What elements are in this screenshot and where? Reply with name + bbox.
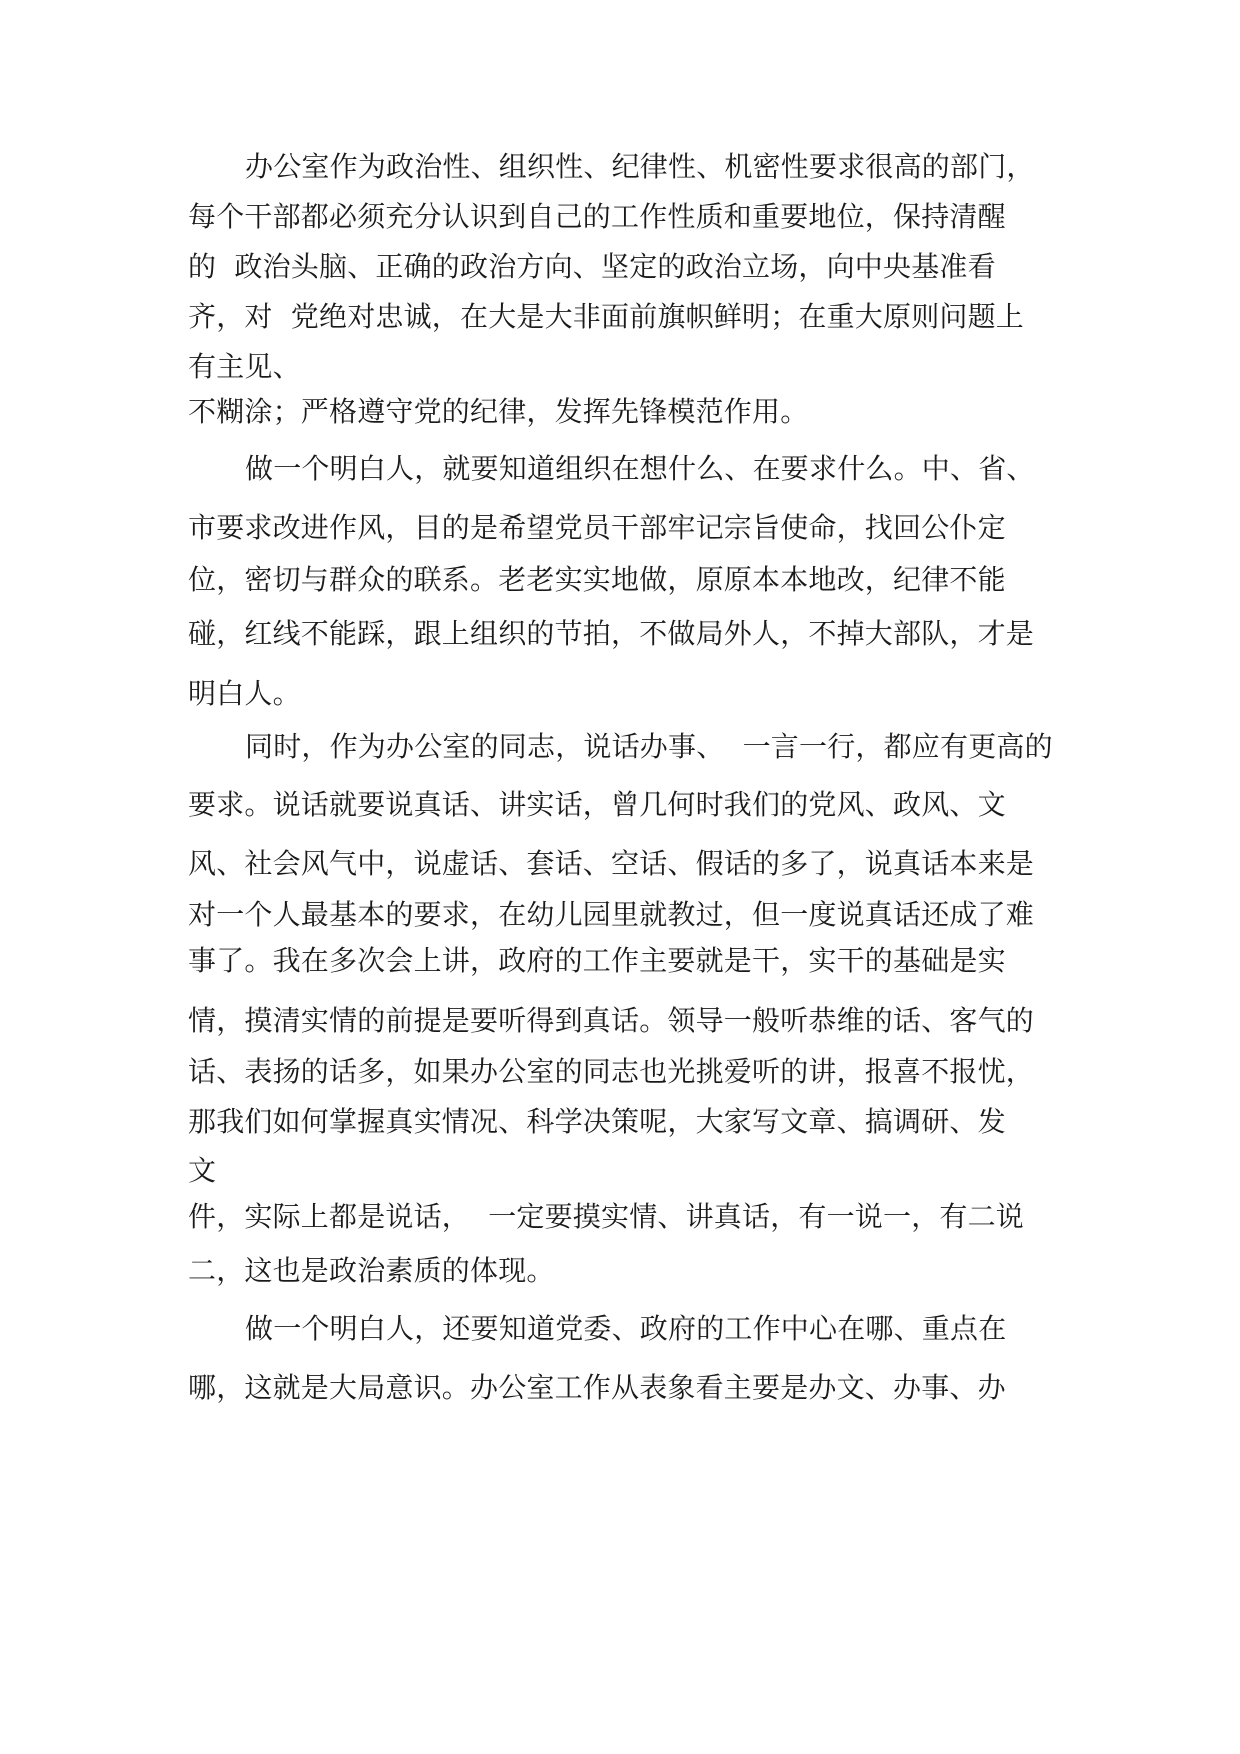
paragraph-1-line-3: 的 政治头脑、正确的政治方向、坚定的政治立场，向中央基准看 [188, 250, 996, 283]
paragraph-3-line-8: 那我们如何掌握真实情况、科学决策呢，大家写文章、搞调研、发 [188, 1105, 1006, 1138]
paragraph-3-line-3: 风、社会风气中，说虚话、套话、空话、假话的多了，说真话本来是 [188, 847, 1035, 880]
paragraph-3-line-6: 情，摸清实情的前提是要听得到真话。领导一般听恭维的话、客气的 [188, 1004, 1035, 1037]
paragraph-1-line-4: 齐，对 党绝对忠诚，在大是大非面前旗帜鲜明；在重大原则问题上 [188, 300, 1025, 333]
paragraph-3-line-11: 二，这也是政治素质的体现。 [188, 1254, 555, 1287]
paragraph-3-line-5: 事了。我在多次会上讲，政府的工作主要就是干，实干的基础是实 [188, 944, 1006, 977]
paragraph-2-line-4: 碰，红线不能踩，跟上组织的节拍，不做局外人，不掉大部队，才是 [188, 617, 1035, 650]
paragraph-1-line-1: 办公室作为政治性、组织性、纪律性、机密性要求很高的部门， [245, 150, 1035, 183]
paragraph-4-line-1: 做一个明白人，还要知道党委、政府的工作中心在哪、重点在 [245, 1312, 1007, 1345]
paragraph-1-line-2: 每个干部都必须充分认识到自己的工作性质和重要地位，保持清醒 [188, 200, 1006, 233]
paragraph-3-line-1: 同时，作为办公室的同志，说话办事、 一言一行，都应有更高的 [245, 730, 1053, 763]
paragraph-2-line-5: 明白人。 [188, 677, 301, 710]
paragraph-3-line-7: 话、表扬的话多，如果办公室的同志也光挑爱听的讲，报喜不报忧， [188, 1055, 1035, 1088]
paragraph-2-line-1: 做一个明白人，就要知道组织在想什么、在要求什么。中、省、 [245, 452, 1035, 485]
paragraph-1-line-6: 不糊涂；严格遵守党的纪律，发挥先锋模范作用。 [188, 395, 809, 428]
paragraph-3-line-10: 件，实际上都是说话， 一定要摸实情、讲真话，有一说一，有二说 [188, 1200, 1025, 1233]
paragraph-2-line-2: 市要求改进作风，目的是希望党员干部牢记宗旨使命，找回公仆定 [188, 511, 1006, 544]
paragraph-3-line-4: 对一个人最基本的要求，在幼儿园里就教过，但一度说真话还成了难 [188, 898, 1035, 931]
paragraph-3-line-2: 要求。说话就要说真话、讲实话，曾几何时我们的党风、政风、文 [188, 788, 1006, 821]
paragraph-1-line-5: 有主见、 [188, 350, 301, 383]
paragraph-3-line-9: 文 [188, 1154, 217, 1187]
paragraph-4-line-2: 哪，这就是大局意识。办公室工作从表象看主要是办文、办事、办 [188, 1371, 1006, 1404]
paragraph-2-line-3: 位，密切与群众的联系。老老实实地做，原原本本地改，纪律不能 [188, 563, 1006, 596]
